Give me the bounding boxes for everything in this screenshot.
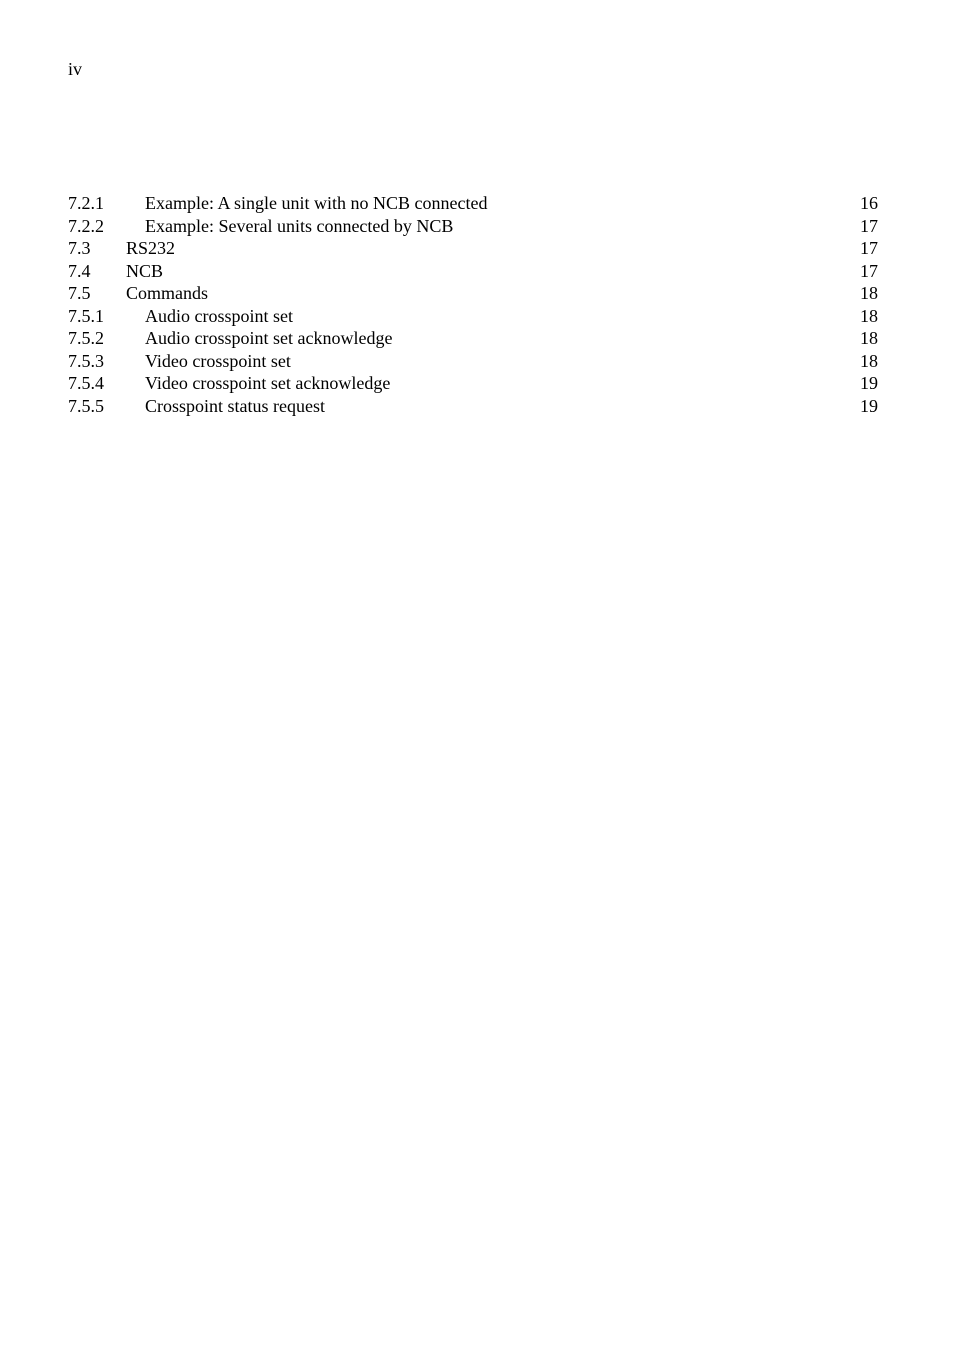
toc-entry-page: 18 <box>860 305 878 326</box>
toc-entry-number: 7.3 <box>68 238 91 258</box>
toc-entry-title: Example: Several units connected by NCB <box>145 215 454 236</box>
toc-entry-number: 7.5.1 <box>68 305 104 326</box>
toc-entry-page: 19 <box>860 395 878 416</box>
toc-entry-title: Video crosspoint set <box>145 350 291 371</box>
toc-entry[interactable] <box>68 192 878 215</box>
toc-entry-page: 19 <box>860 373 878 393</box>
toc-entry-number: 7.5.3 <box>68 350 104 371</box>
toc-entry-page: 17 <box>860 215 878 236</box>
toc-entry[interactable] <box>68 237 878 260</box>
page-number: iv <box>68 59 83 79</box>
toc-entry[interactable] <box>68 372 878 395</box>
toc-entry-title: Audio crosspoint set <box>145 305 293 326</box>
toc-entry-number: 7.2.2 <box>68 215 104 236</box>
toc-entry-page: 16 <box>860 193 878 213</box>
toc-entry-page: 17 <box>860 238 878 258</box>
toc-entry[interactable] <box>68 260 878 283</box>
toc-entry[interactable] <box>68 395 878 418</box>
toc-entry-title: Commands <box>126 283 209 303</box>
table-of-contents <box>68 192 878 417</box>
toc-entry-title: Video crosspoint set acknowledge <box>145 373 391 393</box>
toc-entry-title: NCB <box>126 260 164 281</box>
toc-entry-number: 7.5 <box>68 283 91 303</box>
toc-entry-number: 7.2.1 <box>68 193 104 213</box>
toc-entry-number: 7.5.4 <box>68 373 104 393</box>
toc-entry[interactable] <box>68 282 878 305</box>
toc-entry-page: 18 <box>860 328 878 348</box>
toc-entry-title: Example: A single unit with no NCB connected <box>145 193 488 213</box>
toc-entry[interactable] <box>68 350 878 373</box>
toc-entry-number: 7.4 <box>68 260 91 281</box>
toc-entry-title: Audio crosspoint set acknowledge <box>145 328 393 348</box>
toc-entry[interactable] <box>68 327 878 350</box>
toc-entry-page: 17 <box>860 260 878 281</box>
toc-entry[interactable] <box>68 305 878 328</box>
toc-entry-page: 18 <box>860 283 878 303</box>
toc-entry-number: 7.5.2 <box>68 328 104 348</box>
toc-entry-title: RS232 <box>126 238 176 258</box>
toc-entry-number: 7.5.5 <box>68 395 104 416</box>
toc-entry-title: Crosspoint status request <box>145 395 325 416</box>
toc-entry[interactable] <box>68 215 878 238</box>
toc-entry-page: 18 <box>860 350 878 371</box>
